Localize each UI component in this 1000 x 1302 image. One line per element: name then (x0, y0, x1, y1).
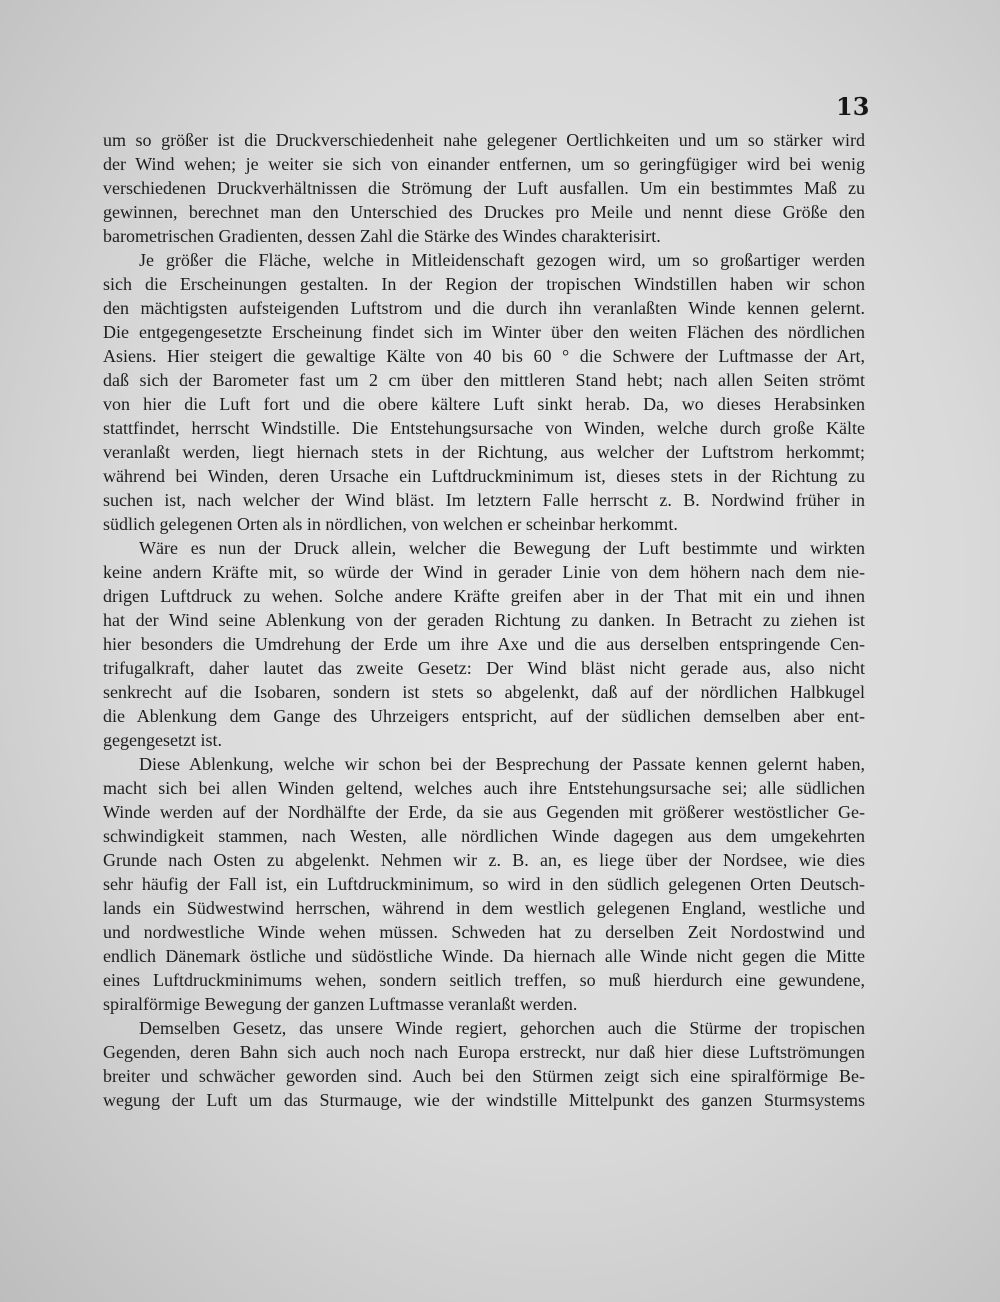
text-line: Grunde nach Osten zu abgelenkt. Nehmen wir z. B. an, es liege über der Nordsee, wie dies (103, 850, 865, 870)
text-line: Wäre es nun der Druck allein, welcher die Bewegung der Luft bestimmte und wirkten (139, 538, 865, 558)
text-line: sehr häufig der Fall ist, ein Luftdruckminimum, so wird in den südlich gelegenen Orten Deutsch- (103, 874, 865, 894)
text-line: eines Luftdruckminimums wehen, sondern seitlich treffen, so muß hierdurch eine gewundene, (103, 970, 865, 990)
text-line: südlich gelegenen Orten als in nördlichen, von welchen er scheinbar herkommt. (103, 514, 678, 534)
text-line: trifugalkraft, daher lautet das zweite Gesetz: Der Wind bläst nicht gerade aus, also nicht (103, 658, 865, 678)
text-line: hier besonders die Umdrehung der Erde um ihre Axe und die aus derselben entspringende Cen- (103, 634, 865, 654)
text-line: keine andern Kräfte mit, so würde der Wind in gerader Linie von dem höhern nach dem nie- (103, 562, 865, 582)
text-line: Winde werden auf der Nordhälfte der Erde, da sie aus Gegenden mit größerer westöstlicher Ge- (103, 802, 865, 822)
body-text (103, 128, 865, 1112)
text-line: hat der Wind seine Ablenkung von der geraden Richtung zu danken. In Betracht zu ziehen ist (103, 610, 865, 630)
text-line: Demselben Gesetz, das unsere Winde regiert, gehorchen auch die Stürme der tropischen (139, 1018, 865, 1038)
text-line: spiralförmige Bewegung der ganzen Luftmasse veranlaßt werden. (103, 994, 578, 1014)
text-line: um so größer ist die Druckverschiedenheit nahe gelegener Oertlichkeiten und um so stärker wird (103, 130, 865, 150)
text-line: wegung der Luft um das Sturmauge, wie der windstille Mittelpunkt des ganzen Sturmsystems (103, 1090, 865, 1110)
text-line: daß sich der Barometer fast um 2 cm über den mittleren Stand hebt; nach allen Seiten strömt (103, 370, 865, 390)
text-line: Diese Ablenkung, welche wir schon bei der Besprechung der Passate kennen gelernt haben, (139, 754, 865, 774)
text-line: veranlaßt werden, liegt hiernach stets in der Richtung, aus welcher der Luftstrom herkommt; (103, 442, 865, 462)
text-line: Je größer die Fläche, welche in Mitleidenschaft gezogen wird, um so großartiger werden (139, 250, 865, 270)
text-line: Die entgegengesetzte Erscheinung findet sich im Winter über den weiten Flächen des nördlichen (103, 322, 865, 342)
text-line: stattfindet, herrscht Windstille. Die Entstehungsursache von Winden, welche durch große Kälte (103, 418, 865, 438)
text-line: den mächtigsten aufsteigenden Luftstrom und die durch ihn veranlaßten Winde kennen gelernt. (103, 298, 865, 318)
text-line: endlich Dänemark östliche und südöstliche Winde. Da hiernach alle Winde nicht gegen die Mitte (103, 946, 865, 966)
text-line: gegengesetzt ist. (103, 730, 222, 750)
text-line: sich die Erscheinungen gestalten. In der Region der tropischen Windstillen haben wir schon (103, 274, 865, 294)
text-line: Gegenden, deren Bahn sich auch noch nach Europa erstreckt, nur daß hier diese Luftströmungen (103, 1042, 865, 1062)
text-line: macht sich bei allen Winden geltend, welches auch ihre Entstehungsursache sei; alle südlichen (103, 778, 865, 798)
text-line: lands ein Südwestwind herrschen, während in dem westlich gelegenen England, westliche und (103, 898, 865, 918)
page-number: 13 (836, 92, 870, 121)
text-line: von hier die Luft fort und die obere kältere Luft sinkt herab. Da, wo dieses Herabsinken (103, 394, 865, 414)
text-line: während bei Winden, deren Ursache ein Luftdruckminimum ist, dieses stets in der Richtung zu (103, 466, 865, 486)
text-line: senkrecht auf die Isobaren, sondern ist stets so abgelenkt, daß auf der nördlichen Halbkugel (103, 682, 865, 702)
text-line: drigen Luftdruck zu wehen. Solche andere Kräfte greifen aber in der That mit ein und ihnen (103, 586, 865, 606)
text-line: schwindigkeit stammen, nach Westen, alle nördlichen Winde dagegen aus dem umgekehrten (103, 826, 865, 846)
text-line: suchen ist, nach welcher der Wind bläst. Im letztern Falle herrscht z. B. Nordwind früher in (103, 490, 865, 510)
text-line: Asiens. Hier steigert die gewaltige Kälte von 40 bis 60 ° die Schwere der Luftmasse der Art, (103, 346, 865, 366)
text-line: barometrischen Gradienten, dessen Zahl die Stärke des Windes charakterisirt. (103, 226, 661, 246)
text-line: die Ablenkung dem Gange des Uhrzeigers entspricht, auf der südlichen demselben aber ent- (103, 706, 865, 726)
text-line: der Wind wehen; je weiter sie sich von einander entfernen, um so geringfügiger wird bei wenig (103, 154, 865, 174)
text-line: gewinnen, berechnet man den Unterschied des Druckes pro Meile und nennt diese Größe den (103, 202, 865, 222)
text-line: breiter und schwächer geworden sind. Auch bei den Stürmen zeigt sich eine spiralförmige Be- (103, 1066, 865, 1086)
text-line: verschiedenen Druckverhältnissen die Strömung der Luft ausfallen. Um ein bestimmtes Maß zu (103, 178, 865, 198)
text-line: und nordwestliche Winde wehen müssen. Schweden hat zu derselben Zeit Nordostwind und (103, 922, 865, 942)
